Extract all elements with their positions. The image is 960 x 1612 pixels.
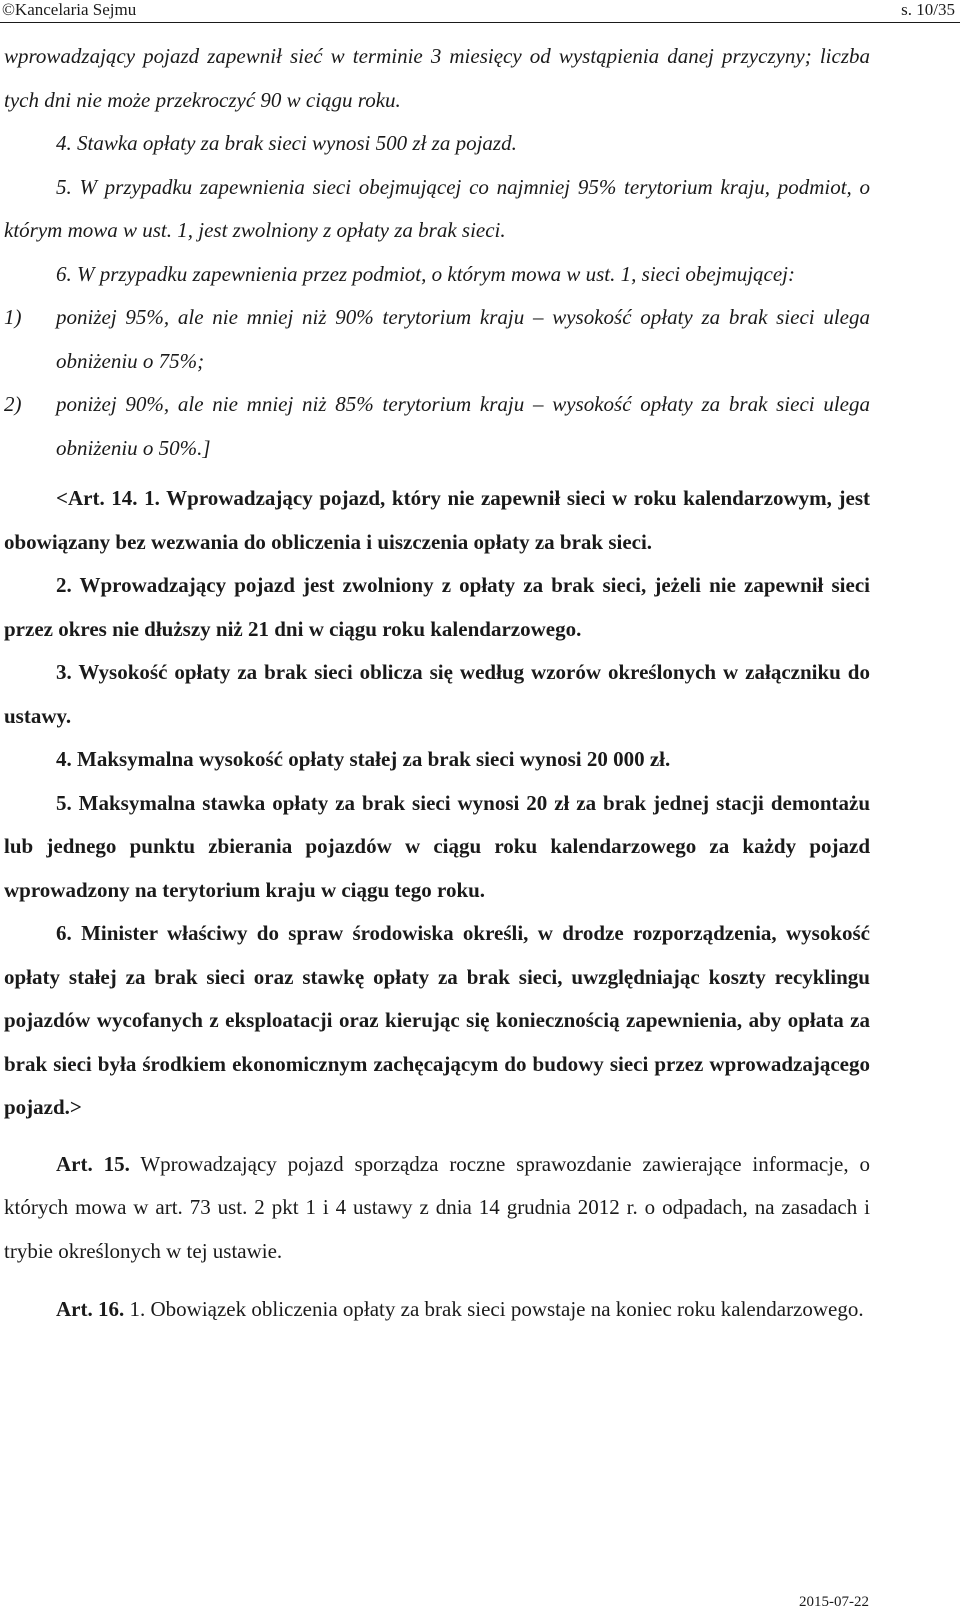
list-item-2 — [4, 383, 870, 470]
paragraph-continuation: wprowadzający pojazd zapewnił sieć w terminie 3 miesięcy od wystąpienia danej przyczyny; liczba tych dni nie może przekroczyć 90 w ciągu roku. — [4, 44, 870, 112]
page-header — [0, 0, 960, 22]
page-footer — [0, 1594, 960, 1612]
copyright-label: ©Kancelaria Sejmu — [2, 0, 137, 19]
article-15-label: Art. 15. — [56, 1151, 130, 1176]
header-divider — [0, 22, 960, 23]
article-14-ust-1: <Art. 14. 1. Wprowadzający pojazd, który nie zapewnił sieci w roku kalendarzowym, jest obowiązany bez wezwania do obliczenia i uiszczenia opłaty za brak sieci. — [4, 486, 870, 554]
article-14-ust-5: 5. Maksymalna stawka opłaty za brak sieci wynosi 20 zł za brak jednej stacji demontażu lub jednego punktu zbierania pojazdów w ciągu roku kalendarzowego za każdy pojazd wprowadzony na terytorium kraju w ciągu tego roku. — [4, 790, 870, 902]
article-15-text: Wprowadzający pojazd sporządza roczne sprawozdanie zawierające informacje, o których mowa w art. 73 ust. 2 pkt 1 i 4 ustawy z dnia 14 grudnia 2012 r. o odpadach, na zasadach i trybie określonych w tej ustawie. — [4, 1151, 870, 1263]
list-number: 2) — [4, 392, 22, 416]
paragraph-ust-6: 6. W przypadku zapewnienia przez podmiot, o którym mowa w ust. 1, sieci obejmującej: — [56, 261, 795, 286]
list-number: 1) — [4, 305, 22, 329]
article-14-ust-6: 6. Minister właściwy do spraw środowiska określi, w drodze rozporządzenia, wysokość opłaty stałej za brak sieci oraz stawkę opłaty za brak sieci, uwzględniając koszty recyklingu pojazdów wycofanych z eksploatacji oraz kierując się koniecznością zapewnienia, aby opłata za brak sieci była środkiem ekonomicznym zachęcającym do budowy sieci przez wprowadzającego pojazd.> — [4, 921, 870, 1119]
list-text: poniżej 95%, ale nie mniej niż 90% terytorium kraju – wysokość opłaty za brak sieci ulega obniżeniu o 75%; — [56, 305, 870, 373]
article-16-label: Art. 16. — [56, 1297, 125, 1321]
article-14-ust-2: 2. Wprowadzający pojazd jest zwolniony z opłaty za brak sieci, jeżeli nie zapewnił sieci przez okres nie dłuższy niż 21 dni w ciągu roku kalendarzowego. — [4, 573, 870, 641]
page-number: s. 10/35 — [901, 0, 955, 19]
list-item-1 — [4, 296, 870, 383]
paragraph-ust-4: 4. Stawka opłaty za brak sieci wynosi 500 zł za pojazd. — [56, 131, 517, 155]
document-date: 2015-07-22 — [799, 1594, 869, 1610]
article-15 — [4, 1143, 870, 1274]
paragraph-ust-5: 5. W przypadku zapewnienia sieci obejmującej co najmniej 95% terytorium kraju, podmiot, o którym mowa w ust. 1, jest zwolniony z opłaty za brak sieci. — [4, 174, 870, 242]
article-14-ust-4: 4. Maksymalna wysokość opłaty stałej za brak sieci wynosi 20 000 zł. — [56, 747, 671, 771]
article-14-ust-3: 3. Wysokość opłaty za brak sieci oblicza się według wzorów określonych w załączniku do ustawy. — [4, 660, 870, 728]
article-16 — [4, 1288, 870, 1332]
list-text: poniżej 90%, ale nie mniej niż 85% terytorium kraju – wysokość opłaty za brak sieci ulega obniżeniu o 50%.] — [56, 392, 870, 460]
document-body — [4, 35, 870, 1332]
article-16-text: 1. Obowiązek obliczenia opłaty za brak sieci powstaje na koniec roku kalendarzowego. — [124, 1297, 864, 1321]
